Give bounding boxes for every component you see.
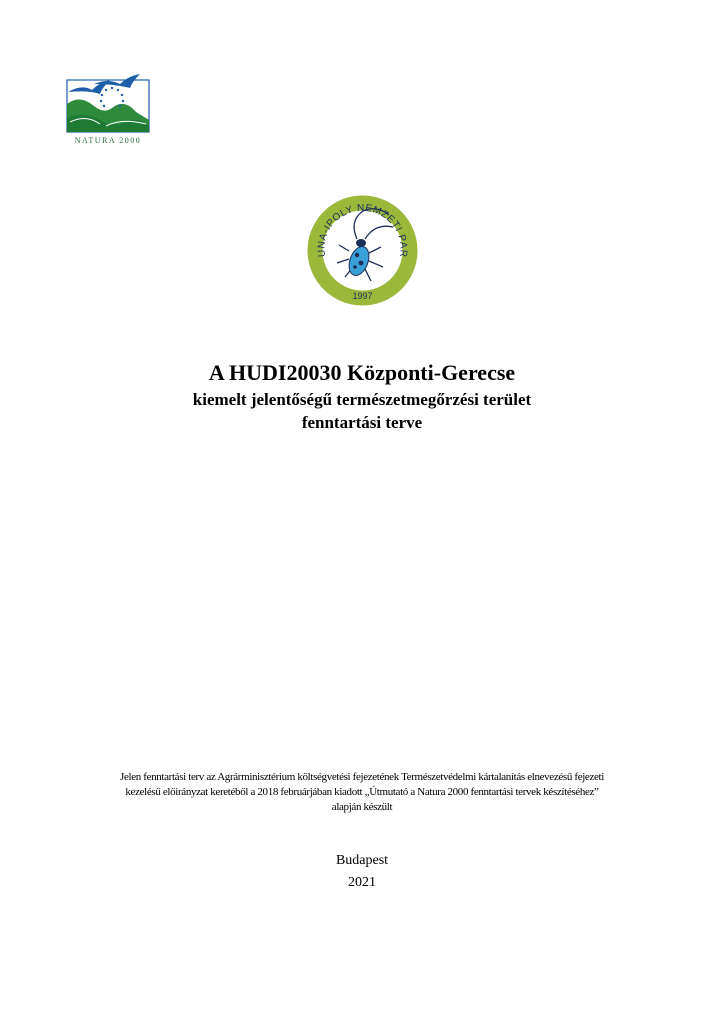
document-title: A HUDI20030 Központi-Gerecse [208, 360, 516, 385]
place-and-year [0, 850, 724, 894]
place-year: 2021 [348, 875, 376, 890]
funding-line-3: alapján készült [331, 801, 393, 813]
funding-line-1: Jelen fenntartási terv az Agrárminisztérium költségvetési fejezetének Természetvédelmi kártalanítás elnevezésű fejezeti [120, 771, 604, 783]
park-year: 1997 [352, 291, 373, 301]
funding-line-2: kezelésű előirányzat keretéből a 2018 februárjában kiadott „Útmutató a Natura 2000 fenntartási tervek készítéséhez” [125, 786, 599, 798]
title-block [0, 358, 724, 434]
document-subtitle-line-2: fenntartási terve [301, 413, 423, 432]
natura-2000-caption: NATURA 2000 [74, 136, 142, 145]
funding-statement [60, 770, 664, 815]
duna-ipoly-national-park-logo [305, 193, 420, 308]
place-city: Budapest [335, 853, 389, 868]
natura-2000-logo [66, 74, 150, 146]
document-subtitle-line-1: kiemelt jelentőségű természetmegőrzési terület [192, 390, 532, 409]
park-ring-text: UNA-IPOLY NEMZETI PAR [316, 202, 409, 259]
